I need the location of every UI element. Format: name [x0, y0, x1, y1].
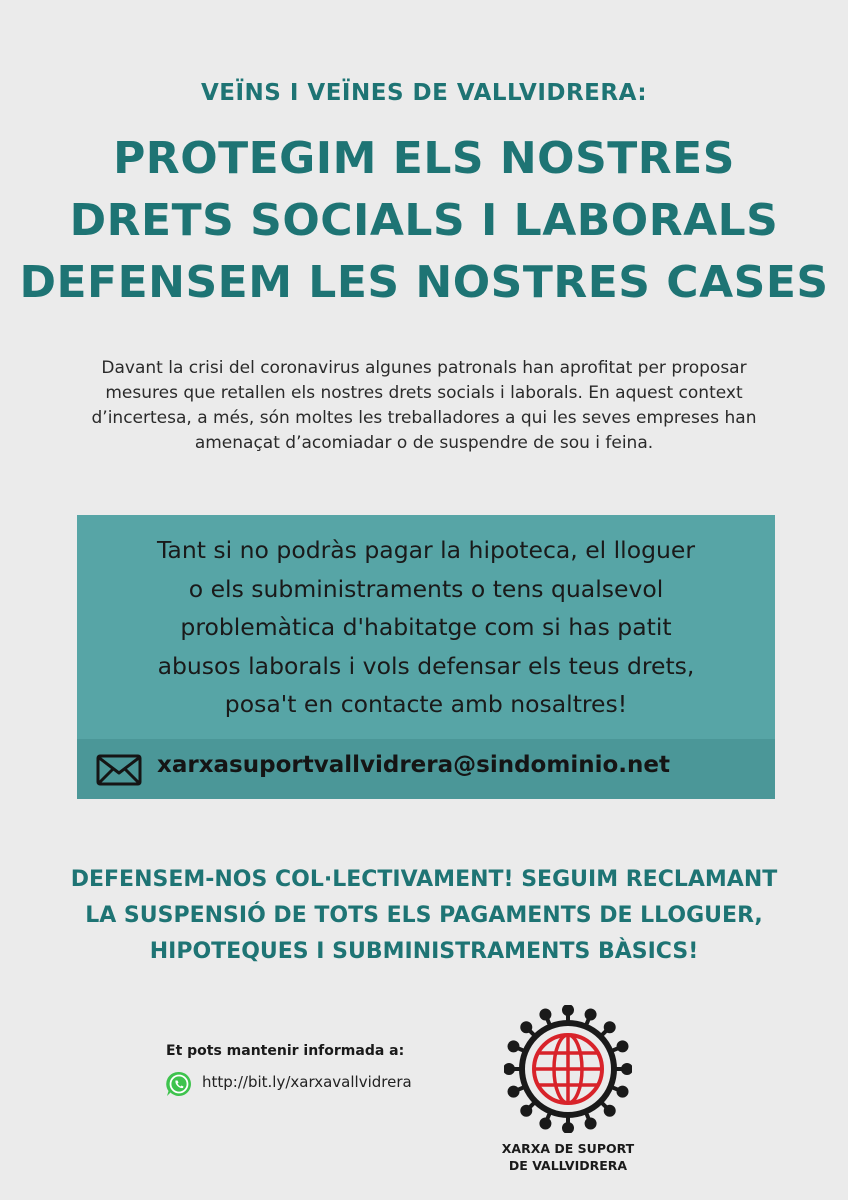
envelope-icon: [96, 754, 142, 786]
org-line: XARXA DE SUPORT: [501, 1141, 635, 1156]
virus-spike-tip: [587, 1120, 595, 1128]
virus-spike-tip: [606, 1023, 614, 1031]
slogan-line: LA SUSPENSIÓ DE TOTS ELS PAGAMENTS DE LLOGUER,: [85, 903, 763, 928]
intro-line: mesures que retallen els nostres drets socials i laborals. En aquest context: [105, 383, 743, 403]
organization-name: [478, 1140, 658, 1174]
headline-line-2: DRETS SOCIALS I LABORALS: [69, 195, 779, 246]
headline-line-1: PROTEGIM ELS NOSTRES: [113, 133, 735, 184]
virus-spike-tip: [505, 1065, 513, 1073]
virus-spike-tip: [522, 1107, 530, 1115]
virus-spike-tip: [619, 1042, 627, 1050]
slogan: [0, 862, 848, 970]
slogan-line: DEFENSEM-NOS COL·LECTIVAMENT! SEGUIM RECLAMANT: [70, 867, 778, 892]
whatsapp-icon: [165, 1070, 193, 1098]
intro-line: d’incertesa, a més, són moltes les treballadores a qui les seves empreses han: [91, 408, 757, 428]
virus-spike-tip: [541, 1010, 549, 1018]
intro-paragraph: [30, 356, 818, 456]
org-line: DE VALLVIDRERA: [508, 1158, 628, 1173]
virus-globe-logo: [504, 1005, 632, 1133]
headline: [0, 128, 848, 314]
callout-line: Tant si no podràs pagar la hipoteca, el lloguer: [156, 536, 696, 564]
virus-spike-tip: [509, 1088, 517, 1096]
virus-spike-tip: [623, 1065, 631, 1073]
intro-line: amenaçat d’acomiadar o de suspendre de sou i feina.: [194, 433, 654, 453]
email-bar: [77, 739, 775, 799]
callout-text: [77, 531, 775, 724]
callout-line: posa't en contacte amb nosaltres!: [224, 690, 628, 718]
virus-spike-tip: [509, 1042, 517, 1050]
virus-spike-tip: [564, 1124, 572, 1132]
callout-line: abusos laborals i vols defensar els teus drets,: [157, 651, 695, 680]
virus-spike-tip: [587, 1010, 595, 1018]
virus-spike-tip: [564, 1006, 572, 1014]
callout-line: o els subministraments o tens qualsevol: [188, 574, 664, 603]
info-link[interactable]: http://bit.ly/xarxavallvidrera: [202, 1073, 412, 1091]
follow-label: Et pots mantenir informada a:: [166, 1043, 405, 1059]
contact-callout: [77, 515, 775, 799]
headline-line-3: DEFENSEM LES NOSTRES CASES: [19, 257, 829, 308]
virus-spike-tip: [522, 1023, 530, 1031]
kicker: VEÏNS I VEÏNES DE VALLVIDRERA:: [200, 80, 648, 106]
virus-spike-tip: [619, 1088, 627, 1096]
virus-spike-tip: [606, 1107, 614, 1115]
slogan-line: HIPOTEQUES I SUBMINISTRAMENTS BÀSICS!: [149, 939, 699, 964]
callout-line: problemàtica d'habitatge com si has patit: [180, 613, 672, 641]
virus-spike-tip: [541, 1120, 549, 1128]
intro-line: Davant la crisi del coronavirus algunes patronals han aprofitat per proposar: [101, 358, 747, 378]
email-address[interactable]: xarxasuportvallvidrera@sindominio.net: [157, 752, 670, 778]
